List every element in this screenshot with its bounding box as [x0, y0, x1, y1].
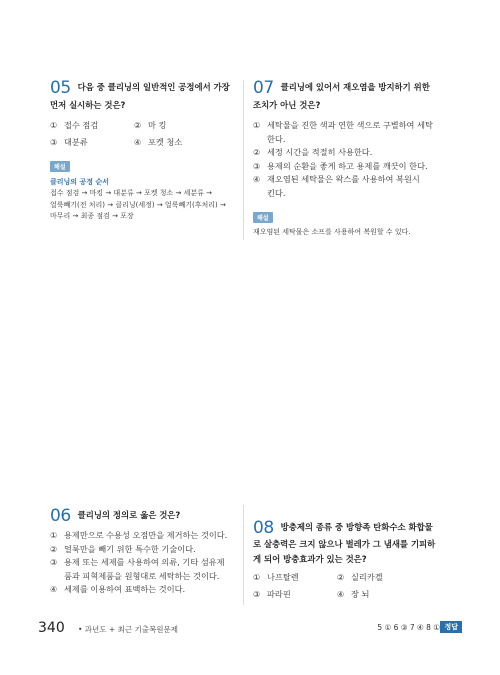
option-3: ③ 용제 또는 세제를 사용하여 의류, 기타 섬유제 품과 피혁제품을 원형대로 세탁하는 것이다. — [50, 557, 225, 581]
question-06-header — [50, 508, 240, 525]
book-title: • 과년도 + 최근 기출복원문제 — [78, 625, 178, 634]
option-2: ② 얼룩만을 빼기 위한 특수한 기술이다. — [50, 543, 196, 554]
question-text-line: 로 살충력은 크지 않으나 벌레가 그 냄새를 기피하 — [253, 539, 436, 549]
option-1: ① 나프탈렌 — [253, 572, 299, 582]
explanation-text: 접수 점검 → 마킹 → 대분류 → 포켓 청소 → 세분류 → 얼룩빼기(전 처리) → 클리닝(세정) → 얼룩빼기(후처리) → 마무리 → 최종 점검 → 포장 — [50, 189, 226, 220]
option-4: ④ 포켓 청소 — [134, 136, 183, 147]
question-text-line: 먼저 실시하는 것은? — [50, 100, 126, 110]
question-number: 07 — [253, 78, 274, 98]
question-number: 05 — [50, 78, 71, 98]
question-number: 08 — [253, 518, 274, 538]
option-4: ④ 세제를 이용하여 표백하는 것이다. — [50, 584, 186, 594]
question-text — [78, 80, 230, 95]
question-07 — [253, 80, 453, 239]
question-05-header — [50, 80, 240, 97]
option-list — [253, 119, 453, 200]
option-4: ④ 재오염된 세탁물은 왁스를 사용하여 복원시 킨다. — [253, 174, 420, 198]
explanation-tag: 해설 — [253, 212, 273, 223]
option-1: ① 세탁물을 진한 색과 연한 색으로 구별하여 세탁 한다. — [253, 120, 433, 144]
question-text-line: 다음 중 클리닝의 일반적인 공정에서 가장 — [77, 82, 230, 92]
page-number: 340 — [38, 620, 65, 636]
answer-badge: 정답 — [440, 621, 462, 633]
option-3: ③ 용제의 순환을 좋게 하고 용제를 깨끗이 한다. — [253, 160, 428, 171]
column-divider — [243, 505, 244, 605]
question-number: 06 — [50, 506, 71, 526]
option-3: ③ 대분류 — [50, 136, 88, 147]
question-05 — [50, 80, 240, 223]
question-text-line: 클리닝에 있어서 재오염을 방지하기 위한 — [280, 82, 430, 92]
option-2: ② 실리카겔 — [337, 572, 383, 582]
option-list — [50, 529, 240, 597]
question-08-header — [253, 520, 453, 537]
answer-key: 5 ① 6 ③ 7 ④ 8 ① — [377, 623, 440, 632]
explanation-text: 재오염된 세탁물은 소프를 사용하여 복원할 수 있다. — [253, 228, 411, 236]
option-1: ① 용제만으로 수용성 오점만을 제거하는 것이다. — [50, 530, 228, 540]
explanation-tag: 해설 — [50, 161, 70, 172]
question-text-line: 게 되어 방충효과가 있는 것은? — [253, 554, 367, 564]
option-2: ② 마 킹 — [134, 120, 167, 130]
question-text-line: 조치가 아닌 것은? — [253, 100, 321, 110]
option-4: ④ 장 뇌 — [337, 588, 370, 599]
option-3: ③ 파라핀 — [253, 588, 291, 599]
option-list — [50, 119, 240, 149]
column-divider — [243, 80, 244, 240]
page-footer — [38, 620, 462, 638]
question-text-line: 클리닝의 정의로 옳은 것은? — [77, 510, 181, 520]
question-text-line: 방충제의 종류 중 방향족 탄화수소 화합물 — [280, 522, 433, 532]
option-2: ② 세정 시간을 적절히 사용한다. — [253, 147, 373, 157]
explanation-title: 클리닝의 공정 순서 — [50, 178, 109, 186]
option-1: ① 접수 점검 — [50, 120, 99, 130]
question-08 — [253, 520, 453, 601]
option-list — [253, 571, 453, 601]
question-07-header — [253, 80, 453, 97]
question-06 — [50, 508, 240, 597]
